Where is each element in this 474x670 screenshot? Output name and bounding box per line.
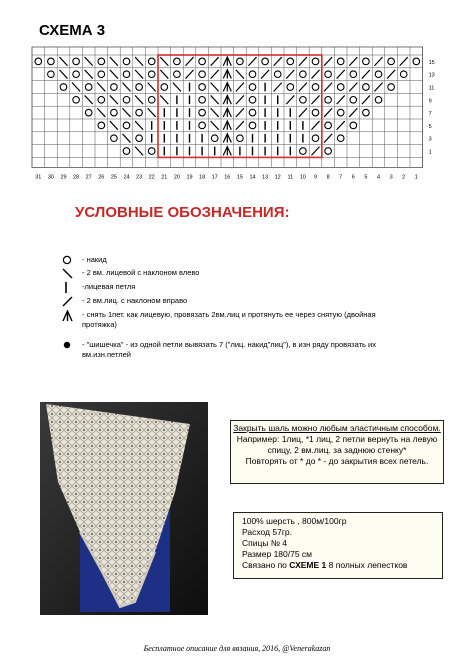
k2tog-right-icon (236, 121, 244, 130)
k2tog-right-icon (324, 57, 332, 66)
column-label: 10 (299, 174, 306, 181)
yarn-over-icon (363, 84, 370, 91)
column-label: 31 (35, 174, 42, 181)
spec-line: 100% шерсть , 800м/100гр (242, 516, 347, 526)
yarn-over-icon (325, 97, 332, 104)
column-label: 21 (161, 174, 168, 181)
column-label: 30 (47, 174, 54, 181)
yarn-over-icon (249, 122, 256, 129)
yarn-over-icon (161, 84, 168, 91)
k2tog-right-icon (62, 296, 78, 311)
k2tog-right-icon (324, 83, 332, 92)
yarn-over-icon (85, 109, 92, 116)
column-label: 18 (199, 174, 206, 181)
yarn-over-icon (123, 97, 130, 104)
column-label: 17 (211, 174, 218, 181)
k2tog-right-icon (337, 121, 345, 130)
yarn-over-icon (136, 84, 143, 91)
k2tog-right-icon (236, 83, 244, 92)
yarn-over-icon (98, 97, 105, 104)
row-label: 5 (428, 123, 432, 130)
yarn-over-icon (337, 135, 344, 142)
yarn-over-icon (400, 71, 407, 78)
yarn-over-icon (73, 58, 80, 65)
yarn-over-icon (199, 58, 206, 65)
row-label: 9 (428, 98, 432, 105)
yarn-specs (233, 512, 443, 579)
column-label: 12 (274, 174, 281, 181)
column-label: 16 (224, 174, 231, 181)
yarn-over-icon (350, 71, 357, 78)
yarn-over-icon (312, 84, 319, 91)
k2tog-right-icon (349, 57, 357, 66)
spec-line (242, 560, 442, 571)
column-label: 15 (236, 174, 243, 181)
yarn-over-icon (48, 71, 55, 78)
k2tog-left-icon (135, 70, 143, 79)
k2tog-right-icon (374, 83, 382, 92)
yarn-over-icon (375, 71, 382, 78)
yarn-over-icon (123, 71, 130, 78)
yarn-over-icon (312, 109, 319, 116)
yarn-over-icon (148, 58, 155, 65)
yarn-over-icon (249, 109, 256, 116)
column-label: 22 (148, 174, 155, 181)
k2tog-left-icon (110, 121, 118, 130)
k2tog-right-icon (185, 57, 193, 66)
k2tog-left-icon (160, 57, 168, 66)
yarn-over-icon (211, 135, 218, 142)
row-label: 15 (428, 59, 435, 66)
k2tog-left-icon (160, 70, 168, 79)
yarn-over-icon (350, 122, 357, 129)
footer: Бесплатное описание для вязания, 2016, @Venerakazan (143, 644, 331, 653)
column-label: 28 (73, 174, 80, 181)
closing-note-title: Закрыть шаль можно любым эластичным способом. (233, 423, 441, 433)
yarn-over-icon (35, 58, 42, 65)
row-label: 3 (428, 136, 432, 143)
k2tog-left-icon (59, 70, 67, 79)
yarn-over-icon (388, 58, 395, 65)
column-label: 11 (287, 174, 294, 181)
k2tog-right-icon (362, 70, 370, 79)
k2tog-right-icon (286, 95, 294, 104)
k2tog-left-icon (211, 95, 219, 104)
row-label: 11 (428, 85, 435, 92)
closing-note (230, 420, 444, 484)
k2tog-right-icon (311, 95, 319, 104)
shawl-photo (40, 402, 208, 615)
k2tog-right-icon (311, 121, 319, 130)
k2tog-right-icon (324, 134, 332, 143)
column-label: 8 (326, 174, 330, 181)
column-label: 25 (110, 174, 117, 181)
column-label: 6 (351, 174, 355, 181)
yarn-over-icon (148, 71, 155, 78)
k2tog-left-icon (148, 83, 156, 92)
yarn-over-icon (148, 148, 155, 155)
yarn-over-icon (325, 122, 332, 129)
column-label: 14 (249, 174, 256, 181)
spec-text: 8 полных лепестков (326, 560, 408, 570)
k2tog-left-icon (72, 83, 80, 92)
yarn-over-icon (262, 58, 269, 65)
column-label: 5 (364, 174, 368, 181)
yarn-over-icon (60, 84, 67, 91)
yarn-over-icon (300, 148, 307, 155)
closing-note-line: Например: 1лиц, *1 лиц, 2 петли вернуть на левую спицу, 2 вм.лиц. за заднюю стенку* (236, 434, 438, 455)
yarn-over-icon (73, 97, 80, 104)
column-label: 7 (339, 174, 343, 181)
k2tog-right-icon (337, 70, 345, 79)
legend-title: УСЛОВНЫЕ ОБОЗНАЧЕНИЯ: (75, 204, 290, 221)
yarn-over-icon (199, 71, 206, 78)
yarn-over-icon (199, 97, 206, 104)
yarn-over-icon (111, 109, 118, 116)
yarn-over-icon (300, 71, 307, 78)
k2tog-right-icon (236, 108, 244, 117)
column-label: 29 (60, 174, 67, 181)
k2tog-left-icon (122, 108, 130, 117)
k2tog-right-icon (362, 95, 370, 104)
yarn-over-icon (287, 58, 294, 65)
k2tog-left-icon (85, 57, 93, 66)
yarn-over-icon (62, 255, 78, 268)
yarn-over-icon (136, 109, 143, 116)
column-label: 19 (186, 174, 193, 181)
spec-line: Спицы № 4 (242, 538, 288, 548)
row-label: 1 (428, 149, 432, 156)
k2tog-right-icon (274, 57, 282, 66)
yarn-over-icon (237, 58, 244, 65)
yarn-over-icon (48, 58, 55, 65)
k2tog-left-icon (62, 268, 78, 283)
yarn-over-icon (174, 71, 181, 78)
k2tog-left-icon (173, 83, 181, 92)
yarn-over-icon (337, 109, 344, 116)
column-label: 27 (85, 174, 92, 181)
column-label: 4 (376, 174, 381, 181)
k2tog-left-icon (211, 83, 219, 92)
legend-text: - 2 вм.лиц. с наклоном вправо (82, 296, 188, 305)
yarn-over-icon (249, 97, 256, 104)
k2tog-left-icon (110, 57, 118, 66)
yarn-over-icon (325, 71, 332, 78)
yarn-over-icon (174, 58, 181, 65)
k2tog-right-icon (400, 57, 408, 66)
yarn-over-icon (136, 135, 143, 142)
column-label: 3 (389, 174, 393, 181)
yarn-over-icon (98, 71, 105, 78)
k2tog-left-icon (135, 121, 143, 130)
column-label: 9 (313, 174, 318, 181)
k2tog-right-icon (211, 70, 219, 79)
yarn-over-icon (98, 122, 105, 129)
k2tog-left-icon (211, 108, 219, 117)
yarn-over-icon (123, 58, 130, 65)
column-label: 13 (262, 174, 269, 181)
yarn-over-icon (388, 84, 395, 91)
k2tog-left-icon (59, 57, 67, 66)
spec-scheme: СХЕМЕ 1 (289, 560, 327, 570)
k2tog-left-icon (135, 147, 143, 156)
yarn-over-icon (199, 84, 206, 91)
column-label: 26 (98, 174, 105, 181)
scheme-title: СХЕМА 3 (39, 22, 106, 39)
yarn-over-icon (312, 58, 319, 65)
yarn-over-icon (237, 135, 244, 142)
k2tog-right-icon (286, 70, 294, 79)
yarn-over-icon (375, 97, 382, 104)
yarn-over-icon (363, 58, 370, 65)
column-label: 23 (136, 174, 143, 181)
k2tog-left-icon (85, 95, 93, 104)
yarn-over-icon (249, 84, 256, 91)
yarn-over-icon (300, 97, 307, 104)
yarn-over-icon (363, 109, 370, 116)
k2tog-right-icon (261, 70, 269, 79)
column-label: 1 (414, 174, 418, 181)
yarn-over-icon (350, 97, 357, 104)
double-decrease-icon (62, 310, 78, 325)
legend-text: - накид (82, 255, 107, 264)
k2tog-right-icon (248, 57, 256, 66)
k2tog-left-icon (148, 108, 156, 117)
k2tog-left-icon (135, 57, 143, 66)
legend-text: -лицевая петля (82, 282, 136, 291)
closing-note-line: Повторять от * до * - до закрытия всех петель. (245, 456, 429, 466)
k2tog-left-icon (85, 70, 93, 79)
knit-stitch-icon (62, 282, 78, 297)
k2tog-right-icon (299, 57, 307, 66)
yarn-over-icon (337, 58, 344, 65)
k2tog-left-icon (97, 108, 105, 117)
yarn-over-icon (413, 58, 420, 65)
legend-text: - 2 вм. лицевой с наклоном влево (82, 268, 200, 277)
k2tog-right-icon (311, 147, 319, 156)
spec-line: Размер 180/75 см (242, 549, 313, 559)
row-label: 13 (428, 72, 435, 79)
yarn-over-icon (111, 84, 118, 91)
yarn-over-icon (199, 109, 206, 116)
yarn-over-icon (337, 84, 344, 91)
bobble-icon (62, 340, 78, 353)
yarn-over-icon (98, 58, 105, 65)
row-label: 7 (428, 111, 432, 118)
column-label: 24 (123, 174, 130, 181)
yarn-over-icon (325, 148, 332, 155)
k2tog-right-icon (387, 70, 395, 79)
legend-text: - "шишечка" - из одной петли вывязать 7 ("лиц. накид"лиц"), в изн ряду провязать их вм.изн.петлей (82, 340, 376, 359)
k2tog-left-icon (160, 95, 168, 104)
k2tog-right-icon (211, 57, 219, 66)
k2tog-left-icon (110, 95, 118, 104)
k2tog-left-icon (122, 83, 130, 92)
knitting-chart (0, 0, 474, 200)
column-label: 2 (402, 174, 406, 181)
yarn-over-icon (111, 135, 118, 142)
k2tog-left-icon (135, 95, 143, 104)
yarn-over-icon (287, 84, 294, 91)
column-label: 20 (173, 174, 180, 181)
k2tog-right-icon (299, 83, 307, 92)
k2tog-right-icon (311, 70, 319, 79)
spec-text: Связано по (242, 560, 290, 570)
legend-text: - снять 1пет. как лицевую, провязать 2вм.лиц и протянуть ее через снятую (двойная протяжка) (82, 310, 376, 329)
k2tog-right-icon (236, 95, 244, 104)
yarn-over-icon (312, 135, 319, 142)
k2tog-left-icon (97, 83, 105, 92)
yarn-over-icon (73, 71, 80, 78)
k2tog-left-icon (110, 70, 118, 79)
yarn-over-icon (274, 71, 281, 78)
yarn-over-icon (85, 84, 92, 91)
yarn-over-icon (123, 122, 130, 129)
spec-line: Расход 57гр. (242, 527, 293, 537)
k2tog-right-icon (337, 95, 345, 104)
k2tog-right-icon (185, 70, 193, 79)
k2tog-right-icon (349, 108, 357, 117)
yarn-over-icon (199, 122, 206, 129)
k2tog-left-icon (122, 134, 130, 143)
k2tog-left-icon (236, 70, 244, 79)
k2tog-right-icon (349, 83, 357, 92)
k2tog-right-icon (324, 108, 332, 117)
yarn-over-icon (123, 148, 130, 155)
yarn-over-icon (249, 71, 256, 78)
k2tog-right-icon (274, 83, 282, 92)
k2tog-right-icon (374, 57, 382, 66)
k2tog-left-icon (211, 121, 219, 130)
yarn-over-icon (148, 97, 155, 104)
k2tog-right-icon (299, 108, 307, 117)
